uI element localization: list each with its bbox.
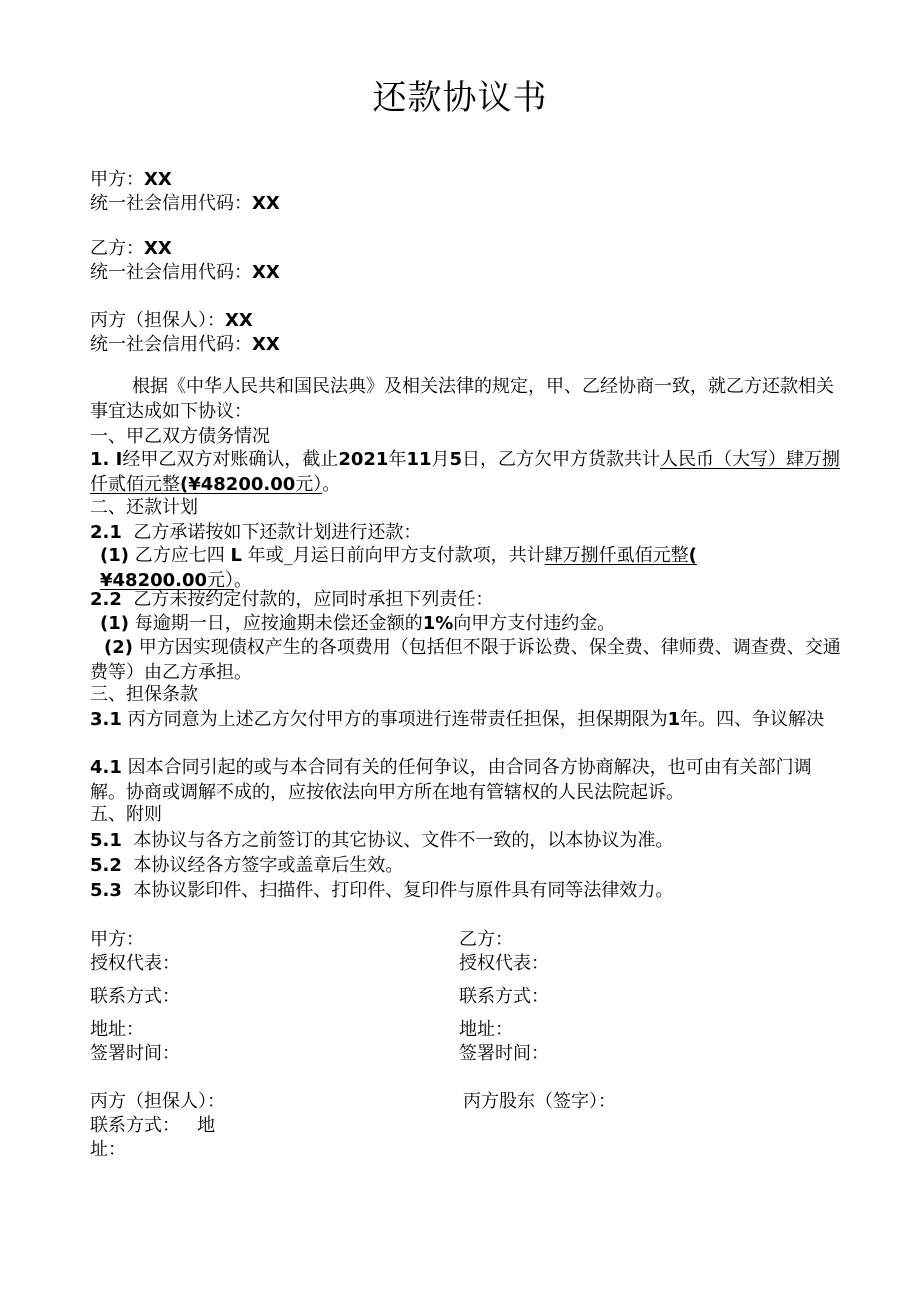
clause-5-1-number: 5.1	[90, 830, 122, 851]
clause-2-2-number: 2.2	[90, 589, 122, 610]
section-1-heading: 一、甲乙双方债务情况	[90, 426, 270, 447]
clause-2-1-item-1-letter: L	[230, 545, 242, 566]
sign-party-a-label: 甲方：	[90, 929, 144, 950]
party-a-code-line	[90, 192, 280, 216]
party-c-code-label: 统一社会信用代码：	[90, 334, 252, 355]
clause-2-2	[90, 588, 493, 612]
clause-2-1-item-1-paren: (	[688, 545, 697, 566]
clause-3-1-text-b: 年。四、争议解决	[680, 709, 825, 730]
clause-5-3-text: 本协议影印件、扫描件、打印件、复印件与原件具有同等法律效力。	[133, 880, 674, 901]
clause-5-2	[90, 854, 403, 878]
clause-1-year: 2021	[338, 449, 389, 470]
sign-party-b-date: 签署时间：	[459, 1043, 549, 1064]
party-b-code-label: 统一社会信用代码：	[90, 262, 252, 283]
sign-party-c-shareholder: 丙方股东（签字）：	[463, 1091, 616, 1112]
sign-party-c-address-part-1: 地	[197, 1115, 216, 1136]
clause-1-text-b: 年	[388, 449, 407, 470]
sign-party-b-label: 乙方：	[459, 929, 513, 950]
clause-4-1	[90, 755, 842, 805]
clause-2-1-item-1	[100, 543, 800, 593]
clause-1-month: 11	[406, 449, 432, 470]
clause-2-2-text: 乙方未按约定付款的，应同时承担下列责任：	[133, 589, 494, 610]
clause-3-1-text-a: 丙方同意为上述乙方欠付甲方的事项进行连带责任担保，担保期限为	[127, 709, 668, 730]
document-title: 还款协议书	[372, 78, 548, 118]
clause-2-1-item-1-end: 。	[234, 570, 253, 591]
sign-party-a-contact: 联系方式：	[90, 986, 180, 1007]
party-c-label: 丙方（担保人）：	[90, 310, 225, 331]
party-b-code-line	[90, 261, 280, 285]
party-a-line	[90, 168, 172, 192]
sign-party-b-rep: 授权代表：	[459, 953, 549, 974]
section-5-heading: 五、附则	[90, 804, 162, 825]
clause-2-2-item-1-text-a: 每逾期一日，应按逾期未偿还金额的	[134, 613, 423, 634]
clause-3-1	[90, 707, 842, 732]
clause-5-1-text: 本协议与各方之前签订的其它协议、文件不一致的，以本协议为准。	[133, 830, 674, 851]
sign-party-c-contact-label: 联系方式：	[90, 1115, 180, 1136]
clause-2-2-item-2-text: 甲方因实现债权产生的各项费用（包括但不限于诉讼费、保全费、律师费、调查费、交通费等）由乙方承担。	[90, 637, 841, 683]
clause-2-2-item-2	[90, 635, 842, 685]
sign-party-c-contact	[90, 1114, 215, 1138]
clause-2-2-item-1-percent: 1%	[422, 613, 454, 634]
clause-3-1-number: 3.1	[90, 709, 122, 730]
clause-1-text-d: 日，乙方欠甲方货款共计	[462, 449, 661, 470]
clause-2-2-item-1	[100, 612, 615, 636]
sign-party-b-contact: 联系方式：	[459, 986, 549, 1007]
clause-1	[90, 447, 842, 497]
sign-party-a-date: 签署时间：	[90, 1043, 180, 1064]
clause-1-amount-unit: 元）	[295, 474, 323, 495]
clause-1-number: 1. I	[90, 449, 123, 470]
party-c-name: XX	[225, 310, 253, 331]
clause-1-amount-text: 人民币（大写）肆万捌仟贰佰元整	[90, 449, 841, 495]
clause-1-end: 。	[322, 474, 341, 495]
clause-2-1-item-1-amount-text: 肆万捌仟虱佰元整	[544, 545, 689, 566]
sign-party-b-address: 地址：	[459, 1019, 513, 1040]
preamble: 根据《中华人民共和国民法典》及相关法律的规定，甲、乙经协商一致，就乙方还款相关事宜达成如下协议：	[90, 376, 834, 422]
sign-party-a-address: 地址：	[90, 1019, 144, 1040]
clause-2-1	[90, 521, 421, 545]
clause-1-amount-number: (¥48200.00	[180, 474, 296, 495]
sign-party-c-address-part-2: 址：	[90, 1139, 126, 1160]
party-c-code: XX	[252, 334, 280, 355]
party-b-line	[90, 237, 172, 261]
clause-2-1-item-1-amount-number: ¥48200.00	[100, 570, 208, 591]
party-b-name: XX	[144, 238, 172, 259]
clause-4-1-text: 因本合同引起的或与本合同有关的任何争议，由合同各方协商解决，也可由有关部门调解。协商或调解不成的，应按依法向甲方所在地有管辖权的人民法院起诉。	[90, 757, 812, 803]
clause-2-1-text: 乙方承诺按如下还款计划进行还款：	[133, 522, 422, 543]
clause-2-1-item-1-number: (1)	[100, 545, 129, 566]
clause-2-1-item-1-text-a: 乙方应七四	[134, 545, 225, 566]
section-2-heading: 二、还款计划	[90, 497, 198, 518]
party-c-code-line	[90, 333, 280, 357]
party-b-code: XX	[252, 262, 280, 283]
clause-4-1-number: 4.1	[90, 757, 122, 778]
clause-5-2-text: 本协议经各方签字或盖章后生效。	[133, 855, 404, 876]
clause-2-2-item-1-number: (1)	[100, 613, 129, 634]
party-a-name: XX	[144, 169, 172, 190]
party-a-label: 甲方：	[90, 169, 144, 190]
clause-2-2-item-1-text-b: 向甲方支付违约金。	[453, 613, 616, 634]
clause-5-3-number: 5.3	[90, 880, 122, 901]
clause-2-2-item-2-number: (2)	[104, 637, 133, 658]
clause-1-day: 5	[449, 449, 463, 470]
party-c-line	[90, 309, 253, 333]
clause-3-1-years: 1	[667, 709, 681, 730]
clause-2-1-item-1-text-b: 年或_月运日前向甲方支付款项，共计	[247, 545, 545, 566]
clause-5-3	[90, 879, 673, 903]
section-3-heading: 三、担保条款	[90, 684, 198, 705]
clause-5-1	[90, 829, 673, 853]
clause-2-1-item-1-amount-unit: 元）	[207, 570, 235, 591]
party-b-label: 乙方：	[90, 238, 144, 259]
clause-1-text-c: 月	[431, 449, 450, 470]
sign-party-a-rep: 授权代表：	[90, 953, 180, 974]
clause-2-1-number: 2.1	[90, 522, 122, 543]
sign-party-c-label: 丙方（担保人）：	[90, 1091, 225, 1112]
party-a-code-label: 统一社会信用代码：	[90, 193, 252, 214]
clause-1-text-a: 经甲乙双方对账确认，截止	[122, 449, 339, 470]
party-a-code: XX	[252, 193, 280, 214]
clause-5-2-number: 5.2	[90, 855, 122, 876]
